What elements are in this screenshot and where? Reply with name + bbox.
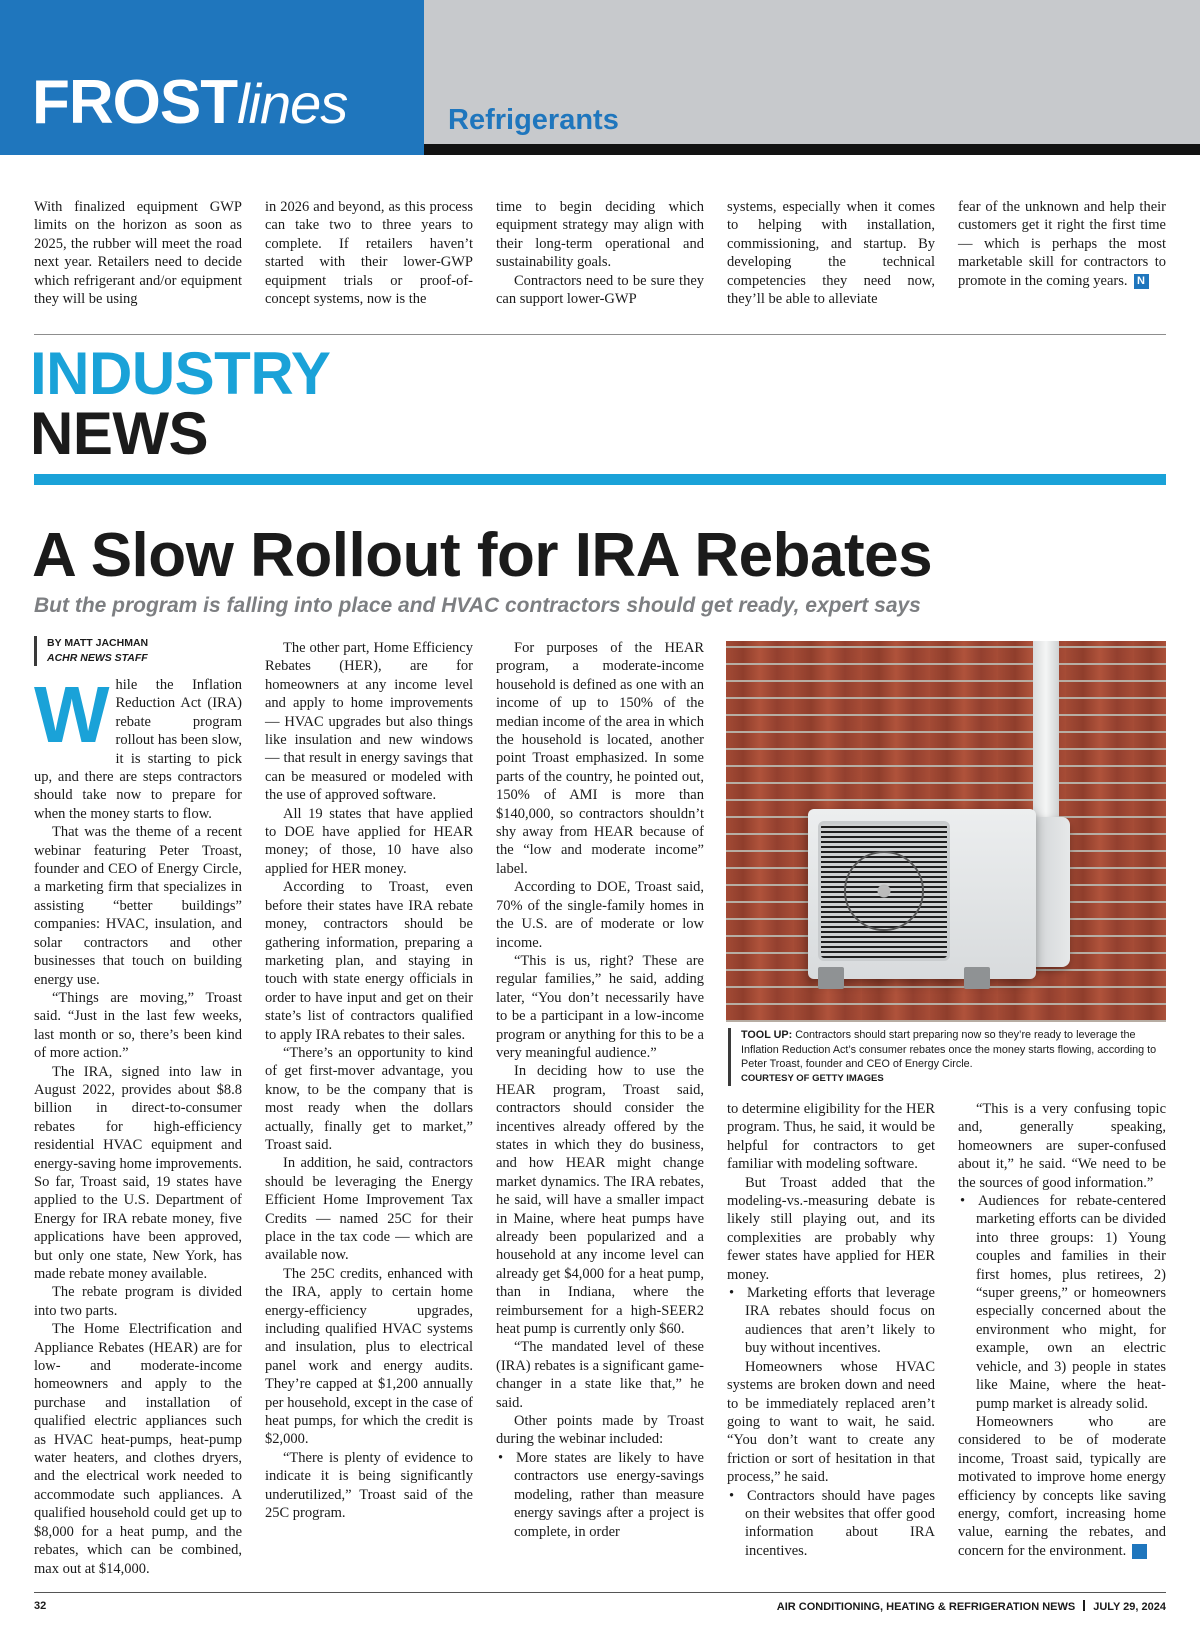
footer-publication: AIR CONDITIONING, HEATING & REFRIGERATION NEWS JULY 29, 2024 — [776, 1601, 1166, 1613]
fan-icon — [844, 851, 924, 931]
article-col-3: For purposes of the HEAR program, a moderate-income household is defined as one with an income of up to 150% of the median income of the area in which the household is located, another point Troast emphasized. In some parts of the country, he pointed out, 150% of AMI is more than $140,000, so contractors shouldn’t shy away from HEAR because of the “low and moderate income” label. According to DOE, Troast said, 70% of the single-family homes in the U.S. are of moderate or low income. “This is us, right? These are regular families,” he said, adding later, “You don’t necessarily have to be a participant in a low-income program or anything for this to be a very meaningful audience.” In deciding how to use the HEAR program, Troast said, contractors should consider the incentives already offered by the states in which they do business, and how HEAR might change market dynamics. The IRA rebates, he said, will have a smaller impact in Maine, where heat pumps have already been popularized and a household at any income level can already get $4,000 for a heat pump, than in Indiana, where the reimbursement for a high-SEER2 heat pump is currently only $60. “The mandated level of these (IRA) rebates is a significant game-changer in a state like that,” he said. Other points made by Troast during the webinar included: • More states are likely to have contractors use energy-savings modeling, rather than measure energy savings after a project is complete, in order — [496, 639, 704, 1541]
article-col-4: to determine eligibility for the HER program. Thus, he said, it would be helpful for contractors to get familiar with modeling software. But Troast added that the modeling-vs.-measuring debate is likely still playing out, and its complexities are probably why fewer states have applied for HER money. • Marketing efforts that leverage IRA rebates should focus on audiences that aren’t likely to buy without incentives. Homeowners whose HVAC systems are broken down and need to be immediately replaced aren’t going to want to wait, he said. “You don’t want to create any friction or sort of hesitation in that process,” he said. • Contractors should have pages on their websites that offer good information about IRA incentives. — [727, 1100, 935, 1560]
frost-col-5: fear of the unknown and help their customers get it right the first time — which is perhaps the most marketable skill for contractors to promote in the coming years. N — [958, 199, 1166, 289]
article-headline: A Slow Rollout for IRA Rebates — [32, 521, 933, 590]
photo-caption — [728, 1028, 1168, 1086]
caption-text: Contractors should start preparing now so they’re ready to leverage the Inflation Reduction Act’s consumer rebates once the money starts flowing, according to Peter Troast, founder and CEO of Energy Circle. — [741, 1029, 1157, 1070]
wall-bracket — [964, 967, 990, 989]
byline-author: BY MATT JACHMAN — [47, 637, 149, 649]
end-mark-icon: N — [1132, 1544, 1147, 1559]
footer-rule — [34, 1592, 1166, 1593]
bullet-item: • More states are likely to have contractors use energy-savings modeling, rather than measure energy savings after a project is complete, in order — [496, 1449, 704, 1541]
page-number: 32 — [34, 1600, 47, 1612]
wall-bracket — [818, 967, 844, 989]
end-mark-icon: N — [1134, 274, 1149, 289]
header-black-bar — [424, 144, 1200, 155]
article-col-1: While the Inflation Reduction Act (IRA) rebate program rollout has been slow, it is starting to pick up, and there are steps contractors should take now to prepare for when the money starts to flow. That was the theme of a recent webinar featuring Peter Troast, founder and CEO of Energy Circle, a marketing firm that specializes in assisting “better buildings” companies: HVAC, insulation, and solar contractors and other businesses that touch on building energy use. “Things are moving,” Troast said. “Just in the last few weeks, last month or so, there’s been kind of more action.” The IRA, signed into law in August 2022, provides about $8.8 billion in direct-to-consumer rebates for high-efficiency residential HVAC equipment and energy-saving home improvements. So far, Troast said, 19 states have applied to the U.S. Department of Energy for IRA rebate money, five applications have been approved, but only one state, New York, has made rebate money available. The rebate program is divided into two parts. The Home Electrification and Appliance Rebates (HEAR) are for low- and moderate-income homeowners and apply to the purchase and installation of qualified electric appliances such as HVAC heat-pumps, heat-pump water heaters, and clothes dryers, and the electrical work needed to accommodate such appliances. A qualified household could get up to $8,000 for a heat pump, and the rebates, which can be combined, max out at $14,000. — [34, 670, 242, 1577]
section-rule — [34, 474, 1166, 485]
article-col-2: The other part, Home Efficiency Rebates (HER), are for homeowners at any income level and apply to home improvements — HVAC upgrades but also things like insulation and new windows — that result in energy savings that can be measured or modeled with the use of approved software. All 19 states that have applied to DOE have applied for HEAR money; of those, 10 have also applied for HER money. According to Troast, even before their states have IRA rebate money, contractors should be gathering information, preparing a marketing plan, and staying in touch with state energy officials in order to have input and get on their state’s list of contractors qualified to apply IRA rebates to their sales. “There’s an opportunity to kind of get first-mover advantage, you know, to be the company that is most ready when the dollars actually, finally get to market,” Troast said. In addition, he said, contractors should be leveraging the Energy Efficient Home Improvement Tax Credits — named 25C for their place in the tax code — which are available now. The 25C credits, enhanced with the IRA, apply to certain home energy-efficiency upgrades, including qualified HVAC systems and insulation, plus to electrical panel work and energy audits. They’re capped at $1,200 annually per household, except in the case of heat pumps, for which the credit is $2,000. “There is plenty of evidence to indicate it is being significantly underutilized,” Troast said of the 25C program. — [265, 640, 473, 1522]
frost-col-1: With finalized equipment GWP limits on the horizon as soon as 2025, the rubber will meet the road next year. Retailers need to decide which refrigerant and/or equipment they will be using — [34, 199, 242, 308]
byline-staff: ACHR NEWS STAFF — [47, 652, 148, 664]
article-col-5: “This is a very confusing topic and, generally speaking, homeowners are super-confused about it,” he said. “We need to be the sources of good information.” • Audiences for rebate-centered marketing efforts can be divided into three groups: 1) Young couples and families in their first homes, plus retirees, 2) “super greens,” or homeowners especially concerned about the environment who might, for example, own an electric vehicle, and 3) people in states like Maine, where the heat-pump market is already solid. Homeowners who are considered to be of moderate income, Troast said, typically are motivated to improve home energy efficiency by concepts like saving energy, comfort, increasing home value, earning the rebates, and concern for the environment. N — [958, 1100, 1166, 1560]
article-deck: But the program is falling into place and HVAC contractors should get ready, expert says — [34, 594, 921, 617]
section-title-news: NEWS — [30, 400, 208, 467]
bullet-item: • Contractors should have pages on their websites that offer good information about IRA incentives. — [727, 1487, 935, 1561]
frost-col-4: systems, especially when it comes to helping with installation, commissioning, and startup. By developing the technical competencies they need now, they’ll be able to alleviate — [727, 199, 935, 308]
frost-col-2: in 2026 and beyond, as this process can take two to three years to complete. If retailers haven’t started with their lower-GWP equipment trials or proof-of-concept systems, now is the — [265, 199, 473, 308]
divider — [34, 334, 1166, 335]
byline — [34, 636, 148, 666]
frostlines-logo: FROSTlines — [32, 68, 348, 137]
frost-col-3: time to begin deciding which equipment strategy may align with their long-term operational and sustainability goals. Contractors need to be sure they can support lower-GWP — [496, 199, 704, 308]
drop-cap: W — [34, 670, 110, 759]
section-title-industry: INDUSTRY — [30, 340, 331, 407]
section-label: Refrigerants — [448, 104, 619, 136]
article-photo — [726, 641, 1166, 1022]
caption-label: TOOL UP: — [741, 1029, 793, 1041]
photo-credit: COURTESY OF GETTY IMAGES — [741, 1072, 884, 1084]
bullet-item: • Marketing efforts that leverage IRA rebates should focus on audiences that aren’t likely to buy without incentives. — [727, 1284, 935, 1358]
bullet-item: • Audiences for rebate-centered marketing efforts can be divided into three groups: 1) Young couples and families in their first homes, plus retirees, 2) “super greens,” or homeowners especially concerned about the environment who might, for example, own an electric vehicle, and 3) people in states like Maine, where the heat-pump market is already solid. — [958, 1192, 1166, 1413]
